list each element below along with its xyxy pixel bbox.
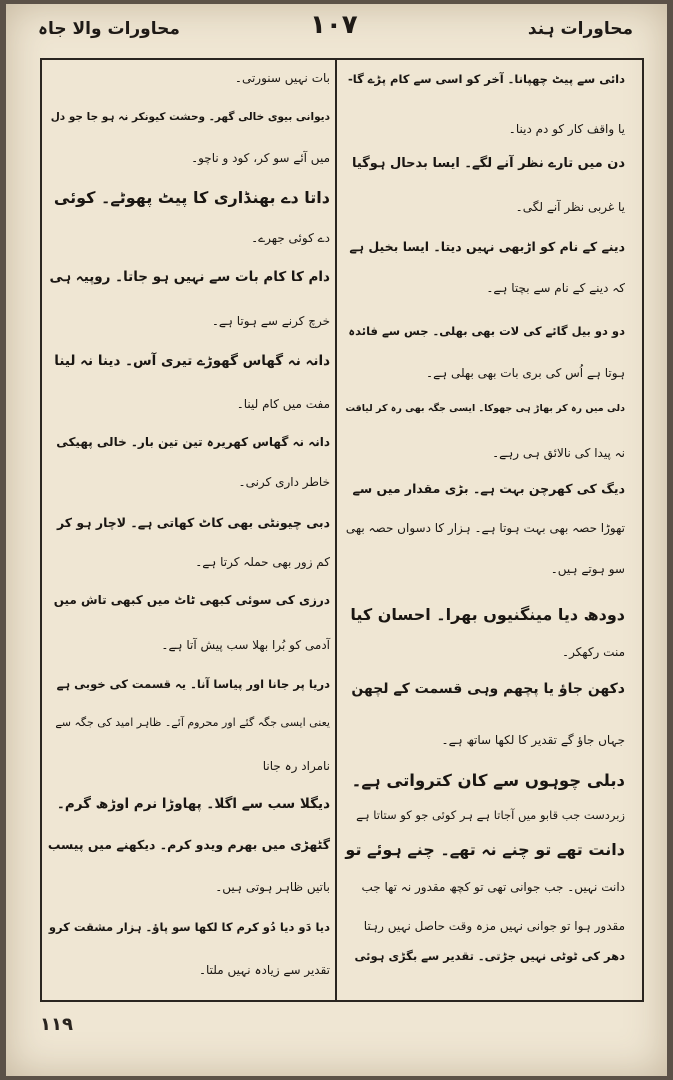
text-line: دانہ نہ گھاس کھریرہ تین تین بار۔ خالی پھیکی bbox=[56, 435, 330, 449]
text-line: آدمی کو بُرا بھلا سب پیش آتا ہے۔ bbox=[161, 638, 330, 652]
text-line: دائی سے پیٹ چھپانا۔ آخر کو اسی سے کام پڑے گا- bbox=[348, 72, 625, 86]
text-line: جہاں جاؤ گے تقدیر کا لکھا ساتھ ہے۔ bbox=[441, 733, 625, 747]
text-line: دیگ کی کھرچن بہت ہے۔ بڑی مقدار میں سے bbox=[352, 481, 625, 496]
text-line: دبلی چوہوں سے کان کترواتی ہے۔ bbox=[351, 771, 625, 790]
text-line: دکھن جاؤ یا پچھم وہی قسمت کے لچھن bbox=[351, 681, 625, 697]
text-line: منت رکھکر۔ bbox=[562, 645, 625, 659]
text-line: گٹھڑی میں بھرم ویدو کرم۔ دیکھنے میں پیسب bbox=[47, 837, 330, 852]
text-line: خاطر داری کرنی۔ bbox=[238, 475, 330, 489]
text-line: خرچ کرنے سے ہوتا ہے۔ bbox=[211, 314, 330, 328]
text-line: دام کا کام بات سے نہیں ہو جاتا۔ روپیہ ہی bbox=[49, 269, 330, 285]
running-header-left: محاورات والا جاہ bbox=[38, 19, 180, 39]
page-number-bottom: ۱۱۹ bbox=[40, 1014, 73, 1035]
text-line: درزی کی سوئی کبھی ٹاٹ میں کبھی تاش میں bbox=[53, 593, 330, 607]
running-header-right: محاورات ہند bbox=[527, 19, 633, 39]
text-line: دریا پر جانا اور پیاسا آنا۔ یہ قسمت کی خوبی ہے bbox=[56, 677, 330, 691]
text-line: ہوتا ہے اُس کی بری بات بھی بھلی ہے۔ bbox=[426, 366, 625, 380]
text-line: داتا دے بھنڈاری کا پیٹ پھوٹے۔ کوئی bbox=[53, 188, 330, 207]
text-line: نہ پیدا کی نالائق ہی رہے۔ bbox=[492, 446, 625, 460]
text-line: یا واقف کار کو دم دینا۔ bbox=[508, 122, 625, 136]
text-line: یعنی ایسی جگہ گئے اور محروم آئے۔ ظاہر امید کی جگہ سے bbox=[55, 716, 330, 729]
page-number-top: ۱۰۷ bbox=[310, 10, 358, 40]
text-line: زبردست جب قابو میں آجاتا ہے ہر کوئی جو کو ستاتا ہے bbox=[356, 808, 625, 822]
text-line: دھر کی ٹوٹی نہیں جڑتی۔ تقدیر سے بگڑی ہوئی bbox=[354, 949, 625, 963]
text-line: دیوانی بیوی خالی گھر۔ وحشت کیونکر نہ ہو جا جو دل bbox=[50, 111, 330, 123]
text-line: میں آئے سو کر، کود و ناچو۔ bbox=[191, 151, 330, 165]
text-line: دو دو بیل گائے کی لات بھی بھلی۔ جس سے فائدہ bbox=[348, 324, 625, 338]
text-line: مقدور ہوا تو جوانی نہیں مزہ وقت حاصل نہیں رہتا bbox=[363, 919, 625, 933]
text-line: دانہ نہ گھاس گھوڑے تیری آس۔ دینا نہ لینا bbox=[54, 353, 330, 369]
text-line: یا غربی نظر آنے لگی۔ bbox=[515, 200, 625, 214]
text-line: سو ہوتے ہیں۔ bbox=[550, 562, 625, 576]
text-line: دیا دَو دیا دُو کرم کا لکھا سو پاؤ۔ ہزار مشقت کرو bbox=[48, 920, 330, 934]
text-line: دن میں تارے نظر آنے لگے۔ ایسا بدحال ہوگیا bbox=[351, 156, 625, 171]
text-line: دینے کے نام کو اڑبھی نہیں دیتا۔ ایسا بخیل ہے bbox=[349, 239, 625, 254]
text-line: دیگلا سب سے اگلا۔ پھاوڑا نرم اوڑھ گرم۔ bbox=[56, 796, 330, 812]
text-line: باتیں ظاہر ہوتی ہیں۔ bbox=[215, 880, 330, 894]
text-line: دلی میں رہ کر بھاڑ ہی جھوکا۔ ایسی جگہ بھی رہ کر لیاقت bbox=[345, 403, 625, 414]
text-line: دانت تھے تو چنے نہ تھے۔ چنے ہوئے تو bbox=[345, 840, 625, 859]
text-line: بات نہیں سنورتی۔ bbox=[234, 71, 330, 85]
text-line: دے کوئی جھرے۔ bbox=[251, 231, 330, 245]
column-divider bbox=[335, 58, 337, 1002]
text-line: مفت میں کام لینا۔ bbox=[236, 397, 330, 411]
text-line: دودھ دیا مینگنیوں بھرا۔ احسان کیا bbox=[350, 605, 625, 624]
text-line: کم زور بھی حملہ کرتا ہے۔ bbox=[195, 555, 330, 569]
text-line: تقدیر سے زیادہ نہیں ملتا۔ bbox=[198, 963, 330, 977]
text-line: دانت نہیں۔ جب جوانی تھی تو کچھ مقدور نہ تھا جب bbox=[361, 880, 625, 894]
text-line: دبی چیونٹی بھی کاٹ کھاتی ہے۔ لاچار ہو کر bbox=[56, 515, 330, 530]
text-line: نامراد رہ جانا bbox=[262, 759, 330, 773]
text-line: تھوڑا حصہ بھی بہت ہوتا ہے۔ ہزار کا دسواں حصہ بھی bbox=[345, 521, 625, 535]
text-line: کہ دینے کے نام سے بچتا ہے۔ bbox=[486, 281, 625, 295]
